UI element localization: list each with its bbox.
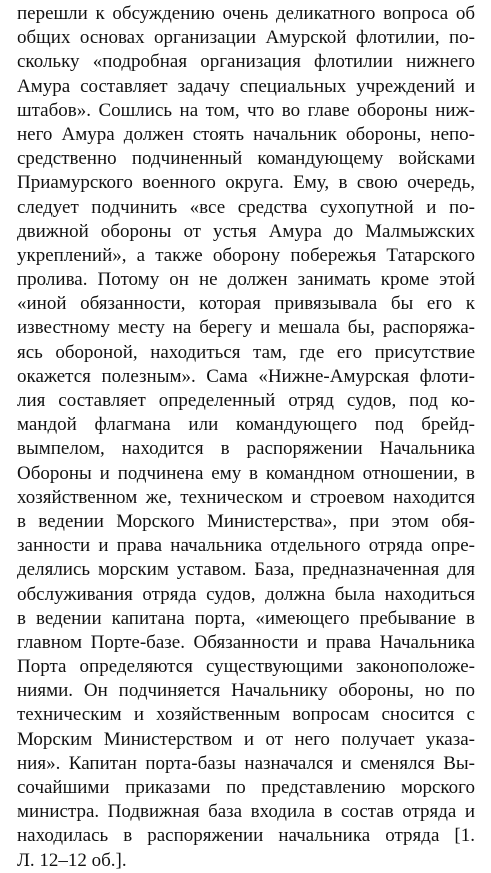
text-line: общих основах организации Амурской флотилии, по- bbox=[17, 27, 475, 49]
text-line: техническим и хозяйственным вопросам сносится с bbox=[17, 704, 475, 726]
text-line: лия составляет определенный отряд судов, под ко- bbox=[17, 390, 475, 411]
text-line: перешли к обсуждению очень деликатного вопроса об bbox=[17, 3, 475, 24]
text-line: средственно подчиненный командующему войсками bbox=[17, 148, 475, 170]
text-line: пролива. Потому он не должен занимать кроме этой bbox=[17, 269, 475, 291]
text-line: находилась в распоряжении начальника отряда [1. bbox=[17, 825, 475, 847]
text-line: ясь обороной, находиться там, где его присутствие bbox=[17, 341, 475, 363]
text-line: хозяйственном же, техническом и строевом находится bbox=[17, 486, 475, 508]
text-line: штабов». Сошлись на том, что во главе обороны ниж- bbox=[17, 99, 475, 121]
text-line: Приамурского военного округа. Ему, в свою очередь, bbox=[17, 172, 475, 194]
text-line: окажется полезным». Сама «Нижне-Амурская флоти- bbox=[17, 365, 475, 387]
text-line: известному месту на берегу и мешала бы, распоряжа- bbox=[17, 317, 475, 339]
text-line: делялись морским уставом. База, предназначенная для bbox=[17, 559, 475, 581]
text-line: главном Порте-базе. Обязанности и права Начальника bbox=[17, 631, 475, 653]
document-page bbox=[17, 2, 475, 873]
text-line: Обороны и подчинена ему в командном отношении, в bbox=[17, 462, 475, 484]
text-line: сочайшими приказами по представлению морского bbox=[17, 777, 475, 798]
text-line: министра. Подвижная база входила в состав отряда и bbox=[17, 801, 475, 823]
text-line: вымпелом, находится в распоряжении Начальника bbox=[17, 438, 475, 460]
text-line: скольку «подробная организация флотилии нижнего bbox=[17, 51, 475, 73]
text-line-last: Л. 12–12 об.]. bbox=[17, 849, 127, 871]
text-line: Морским Министерством и от него получает указа- bbox=[17, 728, 475, 750]
text-line: в ведении капитана порта, «имеющего пребывание в bbox=[17, 607, 475, 629]
text-line: мандой флагмана или командующего под брейд- bbox=[17, 414, 475, 436]
text-line: него Амура должен стоять начальник обороны, непо- bbox=[17, 123, 475, 145]
text-line: следует подчинить «все средства сухопутной и по- bbox=[17, 196, 475, 218]
text-line: обслуживания отряда судов, должна была находиться bbox=[17, 583, 475, 605]
text-line: в ведении Морского Министерства», при этом обя- bbox=[17, 510, 475, 532]
text-line: Амура составляет задачу специальных учреждений и bbox=[17, 75, 475, 97]
text-line: ния». Капитан порта-базы назначался и сменялся Вы- bbox=[17, 752, 475, 774]
text-line: ниями. Он подчиняется Начальнику обороны, но по bbox=[17, 680, 475, 702]
text-line: Порта определяются существующими законоположе- bbox=[17, 656, 475, 678]
text-line: движной обороны от устья Амура до Малмыжских bbox=[17, 220, 475, 242]
text-line: «иной обязанности, которая привязывала бы его к bbox=[17, 293, 475, 315]
text-line: укреплений», а также оборону побережья Татарского bbox=[17, 244, 475, 266]
text-line: занности и права начальника отдельного отряда опре- bbox=[17, 535, 475, 557]
